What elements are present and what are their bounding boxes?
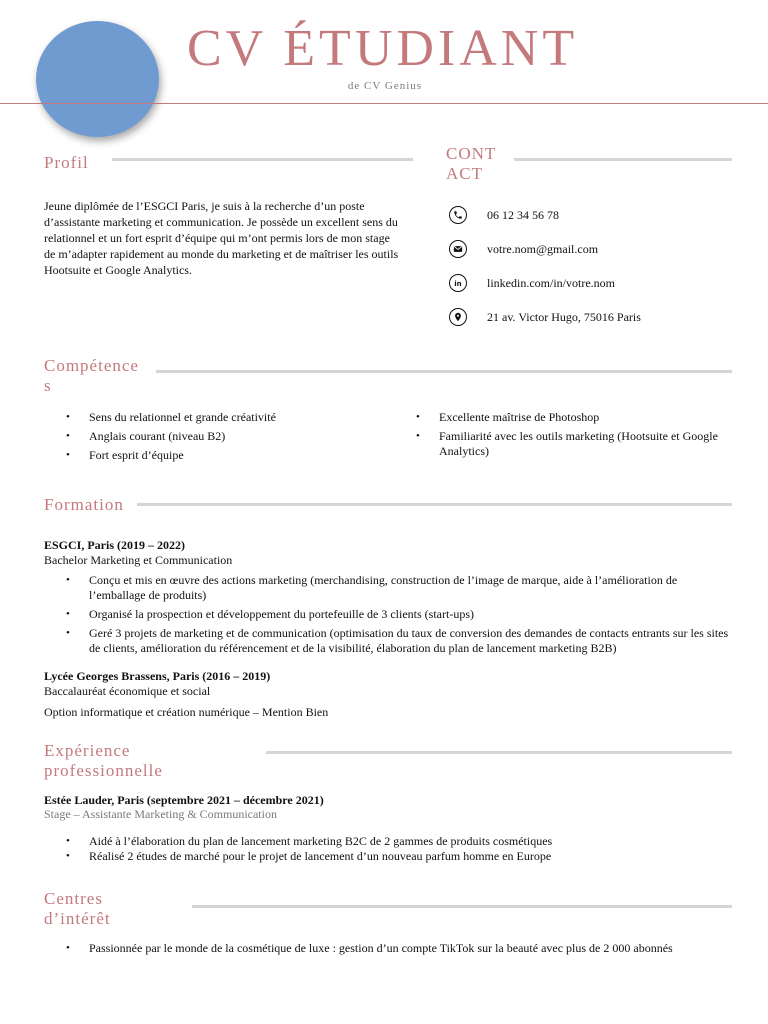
contact-email-row	[449, 238, 641, 260]
svg-text:in: in	[454, 278, 462, 288]
list-item: • Réalisé 2 études de marché pour le projet de lancement d’un nouveau parfum homme en Europe	[44, 849, 734, 864]
list-item: • Fort esprit d’équipe	[44, 448, 384, 463]
email-icon	[449, 240, 467, 258]
contact-email: votre.nom@gmail.com	[487, 241, 599, 256]
contact-address: 21 av. Victor Hugo, 75016 Paris	[487, 309, 641, 324]
linkedin-icon	[449, 274, 467, 292]
contact-linkedin: linkedin.com/in/votre.nom	[487, 275, 615, 290]
interests-title-line2: d’intérêt	[44, 909, 111, 928]
experience-title-line2: professionnelle	[44, 761, 163, 780]
list-item: • Geré 3 projets de marketing et de communication (optimisation du taux de conversion des demandes de contacts entrants sur les sites de clients, amélioration du référencement et de la visibilité, élaboration du plan de lancement marketing B2B)	[44, 626, 734, 656]
contact-section-title	[446, 144, 496, 184]
skills-title-line1: Compétence	[44, 356, 139, 375]
education-school-2: Lycée Georges Brassens, Paris (2016 – 2019)	[44, 669, 271, 683]
contact-section-rule	[514, 158, 732, 161]
education-degree-2: Baccalauréat économique et social	[44, 684, 211, 698]
education-degree-1: Bachelor Marketing et Communication	[44, 553, 233, 567]
experience-role: Stage – Assistante Marketing & Communication	[44, 807, 277, 821]
list-item: • Familiarité avec les outils marketing (Hootsuite et Google Analytics)	[394, 429, 724, 459]
list-item: • Aidé à l’élaboration du plan de lancement marketing B2C de 2 gammes de produits cosmétiques	[44, 834, 734, 849]
list-item: • Organisé la prospection et développement du portefeuille de 3 clients (start-ups)	[44, 607, 734, 622]
experience-company: Estée Lauder, Paris (septembre 2021 – décembre 2021)	[44, 793, 324, 807]
interests-title-line1: Centres	[44, 889, 103, 908]
interests-bullets	[44, 941, 744, 960]
page-title: CV ÉTUDIANT	[187, 20, 579, 77]
list-item: • Anglais courant (niveau B2)	[44, 429, 384, 444]
profile-text: Jeune diplômée de l’ESGCI Paris, je suis à la recherche d’un poste d’assistante marketing et communication. Je possède un excellent sens du relationnel et un fort esprit d’équipe qui m’ont permis lors de mon stage de m’adapter rapidement au monde du marketing et de maîtriser les outils Hootsuite et Google Analytics.	[44, 199, 399, 277]
phone-icon	[449, 206, 467, 224]
contact-title-line2: ACT	[446, 164, 483, 183]
skills-section-title	[44, 356, 139, 396]
contact-list	[449, 204, 641, 328]
list-item: • Passionnée par le monde de la cosmétique de luxe : gestion d’un compte TikTok sur la beauté avec plus de 2 000 abonnés	[44, 941, 744, 956]
education-school-1: ESGCI, Paris (2019 – 2022)	[44, 538, 185, 552]
page-subtitle: de CV Genius	[347, 80, 423, 92]
skills-title-line2: s	[44, 376, 52, 395]
interests-section-title	[44, 889, 111, 929]
skills-list-left	[44, 410, 384, 467]
header-divider	[0, 103, 768, 104]
education-section-title: Formation	[44, 495, 124, 514]
experience-bullets	[44, 834, 734, 864]
experience-section-rule	[266, 751, 732, 754]
experience-section-title	[44, 741, 163, 781]
profile-photo-placeholder	[36, 21, 159, 137]
experience-title-line1: Expérience	[44, 741, 131, 760]
contact-linkedin-row	[449, 272, 641, 294]
skills-list-right	[394, 410, 724, 463]
list-item: • Sens du relationnel et grande créativité	[44, 410, 384, 425]
skills-section-rule	[156, 370, 732, 373]
contact-title-line1: CONT	[446, 144, 497, 163]
profile-section-title: Profil	[44, 153, 89, 172]
list-item: • Excellente maîtrise de Photoshop	[394, 410, 724, 425]
education-extra-2: Option informatique et création numérique – Mention Bien	[44, 705, 329, 719]
location-pin-icon	[449, 308, 467, 326]
contact-address-row	[449, 306, 641, 328]
interests-section-rule	[192, 905, 732, 908]
contact-phone: 06 12 34 56 78	[487, 207, 559, 222]
list-item: • Conçu et mis en œuvre des actions marketing (merchandising, construction de l’image de marque, aide à l’amélioration de l’emballage de produits)	[44, 573, 734, 603]
contact-phone-row	[449, 204, 641, 226]
education-bullets-1	[44, 573, 734, 660]
profile-section-rule	[112, 158, 413, 161]
education-section-rule	[137, 503, 732, 506]
